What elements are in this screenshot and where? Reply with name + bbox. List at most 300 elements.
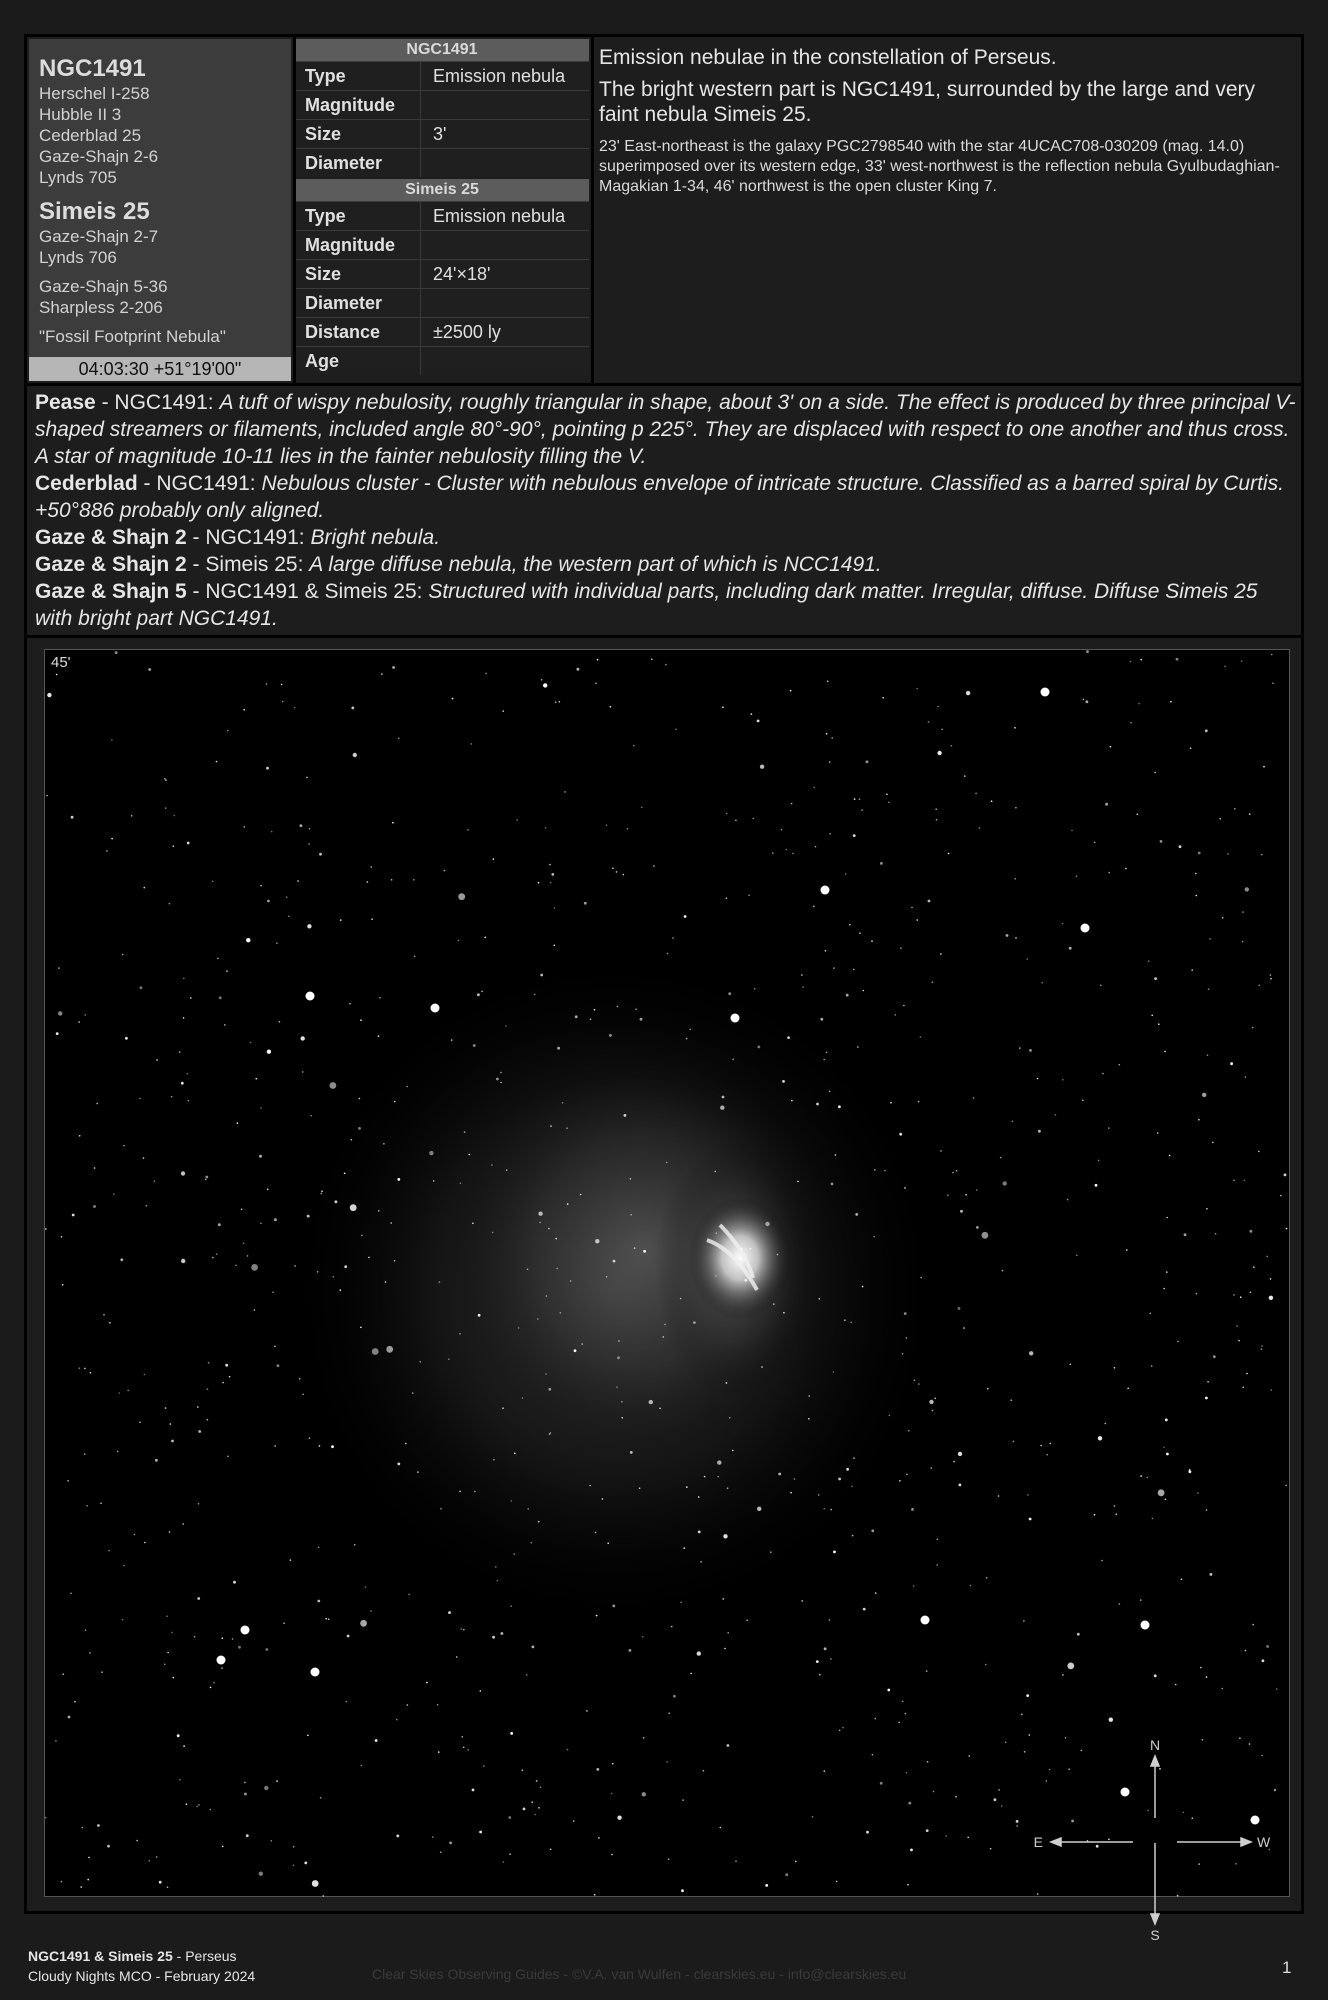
star <box>751 713 753 715</box>
star <box>1239 1737 1241 1739</box>
star <box>969 1755 971 1757</box>
star <box>916 919 918 921</box>
bright-star <box>217 1656 226 1665</box>
star <box>58 967 60 969</box>
star <box>290 1559 292 1561</box>
star <box>492 1232 494 1234</box>
star <box>307 1215 310 1218</box>
star <box>952 1172 954 1174</box>
star <box>937 706 939 708</box>
star <box>306 777 308 779</box>
star <box>226 970 228 972</box>
star <box>62 1284 64 1286</box>
star <box>857 1046 859 1048</box>
star <box>833 967 835 969</box>
star <box>1158 1023 1160 1025</box>
star <box>1246 1373 1248 1375</box>
star <box>785 1873 788 1876</box>
star <box>1270 974 1272 976</box>
star <box>117 1451 119 1453</box>
simeis-id: Gaze-Shajn 2-7 <box>39 227 159 246</box>
star <box>1071 830 1073 832</box>
star <box>1227 853 1229 855</box>
star <box>503 1861 505 1863</box>
star <box>621 1401 623 1403</box>
star <box>1202 1093 1206 1097</box>
note: Gaze & Shajn 2 - Simeis 25: A large diffuse nebula, the western part of which is NCC1491. <box>35 553 882 576</box>
star <box>419 1361 421 1363</box>
star <box>1068 1768 1070 1770</box>
star <box>880 1782 883 1785</box>
star <box>516 819 518 821</box>
star <box>550 1125 552 1127</box>
star <box>1011 1399 1013 1401</box>
star <box>351 707 354 710</box>
star <box>928 721 930 723</box>
star <box>1002 1270 1004 1272</box>
star <box>623 874 625 876</box>
star <box>910 1849 913 1852</box>
star <box>845 873 847 875</box>
star <box>274 1445 276 1447</box>
star <box>1250 1230 1253 1233</box>
star <box>1027 1494 1029 1496</box>
bright-star <box>731 1014 740 1023</box>
star <box>862 1286 864 1288</box>
star <box>955 1796 957 1798</box>
identifiers-panel <box>29 39 291 359</box>
star <box>462 1736 464 1738</box>
star <box>173 815 175 817</box>
star <box>67 1480 69 1482</box>
star <box>630 1178 632 1180</box>
star <box>506 1169 508 1171</box>
table-row <box>295 230 589 259</box>
star <box>1190 747 1192 749</box>
star <box>727 1744 730 1747</box>
note: Pease - NGC1491: A tuft of wispy nebulosity, roughly triangular in shape, about 3' on a side. The effect is produced by three principal V-shaped streamers or filaments, included angle 80°-90°, pointing p 225°. They are displaced with respect to one another and thus cross. A star of magnitude 10-11 lies in the fainter nebulosity filling the V. <box>35 391 1296 468</box>
star <box>1150 1313 1152 1315</box>
star <box>1240 1296 1242 1298</box>
star <box>975 793 977 795</box>
star <box>596 1615 598 1617</box>
star <box>510 1732 513 1735</box>
star <box>72 1214 75 1217</box>
star <box>899 1480 901 1482</box>
star <box>483 1765 485 1767</box>
table-row <box>295 201 589 230</box>
star <box>536 1780 538 1782</box>
star <box>1242 1387 1244 1389</box>
star <box>1272 682 1274 684</box>
star <box>534 1814 536 1816</box>
star <box>590 1019 592 1021</box>
star <box>697 1651 701 1655</box>
star <box>361 1235 363 1237</box>
star <box>58 1011 62 1015</box>
star <box>1179 845 1182 848</box>
star <box>612 1605 615 1608</box>
star <box>294 1265 296 1267</box>
star <box>653 865 655 867</box>
star <box>474 1491 476 1493</box>
star <box>700 1561 702 1563</box>
star <box>464 1131 466 1133</box>
star <box>548 1388 551 1391</box>
star <box>1206 1208 1208 1210</box>
star <box>693 1321 696 1324</box>
star <box>884 1170 886 1172</box>
star <box>668 1858 670 1860</box>
note: Gaze & Shajn 2 - NGC1491: Bright nebula. <box>35 526 441 549</box>
bright-star <box>1121 1788 1130 1797</box>
star <box>531 1801 533 1803</box>
star <box>829 833 831 835</box>
star <box>534 994 536 996</box>
star <box>765 1884 768 1887</box>
star <box>264 1786 268 1790</box>
star <box>198 1503 200 1505</box>
star <box>127 1390 129 1392</box>
star <box>451 1039 453 1041</box>
star <box>866 1831 869 1834</box>
star <box>1065 1737 1067 1739</box>
star <box>797 1181 799 1183</box>
star <box>267 900 270 903</box>
star <box>684 1547 686 1549</box>
star <box>472 1789 475 1792</box>
star <box>272 1291 274 1293</box>
star <box>953 1461 955 1463</box>
star <box>744 1279 747 1282</box>
divider <box>293 37 296 383</box>
star <box>413 879 415 881</box>
star <box>932 1410 934 1412</box>
star <box>232 1638 234 1640</box>
star <box>824 1647 827 1650</box>
star <box>186 1803 188 1805</box>
star <box>986 1577 988 1579</box>
star <box>118 1392 120 1394</box>
star <box>1160 840 1163 843</box>
star <box>165 807 167 809</box>
star <box>173 845 175 847</box>
ngc-name: NGC1491 <box>39 55 146 82</box>
star <box>370 1610 372 1612</box>
star <box>1082 1100 1084 1102</box>
star <box>1015 937 1017 939</box>
star <box>1015 878 1017 880</box>
star <box>548 1228 550 1230</box>
star <box>170 1423 172 1425</box>
star <box>746 1620 748 1622</box>
row-key: Diameter <box>295 289 421 317</box>
star <box>666 1162 668 1164</box>
star <box>732 1450 734 1452</box>
star <box>816 1660 819 1663</box>
star <box>502 710 504 712</box>
star <box>617 1816 621 1820</box>
star <box>900 947 902 949</box>
row-key: Distance <box>295 318 421 346</box>
star <box>480 1690 482 1692</box>
star <box>386 1346 393 1353</box>
star <box>715 1171 717 1173</box>
star <box>378 1035 380 1037</box>
star <box>333 1276 335 1278</box>
star <box>830 1509 832 1511</box>
star <box>458 940 460 942</box>
star <box>761 1366 763 1368</box>
star <box>181 1259 185 1263</box>
star <box>477 993 480 996</box>
star <box>87 1879 89 1881</box>
star <box>1177 1341 1179 1343</box>
star <box>827 681 829 683</box>
star <box>164 1664 166 1666</box>
star <box>1219 818 1221 820</box>
star <box>967 1837 969 1839</box>
star <box>594 1894 596 1896</box>
star <box>537 1318 539 1320</box>
star <box>844 1319 846 1321</box>
star <box>510 1605 512 1607</box>
star <box>358 1127 361 1130</box>
star <box>448 1358 450 1360</box>
star <box>846 1468 849 1471</box>
star <box>595 682 597 684</box>
star <box>523 1808 526 1811</box>
star <box>463 1629 465 1631</box>
divider <box>591 37 594 383</box>
star <box>826 733 828 735</box>
star <box>1029 1049 1032 1052</box>
star <box>835 1154 837 1156</box>
star <box>1166 1217 1168 1219</box>
star <box>595 1239 599 1243</box>
star <box>859 798 861 800</box>
note-object: Simeis 25: <box>205 553 304 576</box>
star <box>247 1255 249 1257</box>
star <box>122 954 124 956</box>
star <box>271 1840 273 1842</box>
star <box>836 1881 838 1883</box>
starfield-image <box>45 650 1289 1943</box>
star <box>394 1260 396 1262</box>
star <box>723 1534 727 1538</box>
star <box>1262 1659 1265 1662</box>
star <box>735 820 737 822</box>
star <box>347 1635 350 1638</box>
star <box>911 1508 914 1511</box>
star <box>886 794 888 796</box>
footer-constellation: - Perseus <box>172 1948 237 1964</box>
star <box>1005 1742 1007 1744</box>
star <box>310 1115 312 1117</box>
star <box>1076 1255 1078 1257</box>
star <box>115 651 118 654</box>
star <box>260 1107 262 1109</box>
star <box>554 907 556 909</box>
star <box>244 826 246 828</box>
star <box>960 1210 963 1213</box>
star <box>630 1451 633 1454</box>
star <box>704 1476 706 1478</box>
star <box>1181 1579 1183 1581</box>
star <box>213 1682 215 1684</box>
star <box>1206 1676 1208 1678</box>
star <box>976 1226 979 1229</box>
star <box>317 1271 319 1273</box>
star <box>1026 958 1028 960</box>
star <box>282 701 284 703</box>
star <box>791 1100 793 1102</box>
footer-subtitle: Cloudy Nights MCO - February 2024 <box>28 1968 256 1984</box>
star <box>1138 703 1140 705</box>
star <box>143 1157 145 1159</box>
ngc-id: Hubble II 3 <box>39 105 122 124</box>
star <box>546 1295 548 1297</box>
star <box>1208 988 1210 990</box>
star <box>567 1203 569 1205</box>
star <box>1114 1367 1116 1369</box>
star <box>1037 1893 1039 1895</box>
star <box>448 1611 451 1614</box>
star <box>916 688 918 690</box>
star <box>265 1648 268 1651</box>
star <box>905 1713 907 1715</box>
star <box>1249 813 1251 815</box>
star <box>649 1400 653 1404</box>
star <box>937 751 941 755</box>
star <box>179 1779 181 1781</box>
star <box>940 953 942 955</box>
star <box>748 894 750 896</box>
star <box>726 897 728 899</box>
star <box>880 862 883 865</box>
star <box>198 1430 201 1433</box>
table-row <box>295 317 589 346</box>
ngc-id: Lynds 705 <box>39 168 117 187</box>
footer-credit: Clear Skies Observing Guides - ©V.A. van Wulfen - clearskies.eu - info@clearskies.eu <box>372 1966 907 1982</box>
star <box>589 1485 591 1487</box>
star <box>1170 701 1172 703</box>
star <box>274 1346 276 1348</box>
star <box>790 1492 792 1494</box>
star <box>155 1459 158 1462</box>
star <box>139 1422 141 1424</box>
star <box>208 1362 210 1364</box>
star <box>914 1379 916 1381</box>
star <box>179 1051 181 1053</box>
row-key: Magnitude <box>295 91 421 119</box>
star <box>1212 1142 1214 1144</box>
star <box>698 1496 700 1498</box>
note-object: NGC1491: <box>205 526 305 549</box>
table-row <box>295 259 589 288</box>
star <box>1164 1051 1166 1053</box>
star <box>888 802 890 804</box>
star <box>1003 1181 1007 1185</box>
star <box>407 1704 409 1706</box>
star <box>859 932 861 934</box>
star <box>335 1200 338 1203</box>
star <box>933 1791 935 1793</box>
star <box>109 1322 111 1324</box>
star <box>331 1445 334 1448</box>
star <box>1184 1233 1187 1236</box>
star <box>86 1505 88 1507</box>
star <box>941 729 943 731</box>
star <box>795 1861 797 1863</box>
star <box>1071 1820 1074 1823</box>
star <box>1000 1157 1002 1159</box>
star <box>518 1327 520 1329</box>
star <box>959 1484 962 1487</box>
star <box>1077 1633 1080 1636</box>
star <box>82 1827 84 1829</box>
star <box>873 1236 875 1238</box>
star <box>1183 1812 1185 1814</box>
star <box>966 691 970 695</box>
star <box>1055 1114 1057 1116</box>
star <box>1238 1340 1240 1342</box>
row-value <box>421 231 589 259</box>
star <box>790 690 792 692</box>
star <box>1195 873 1197 875</box>
star <box>1242 911 1244 913</box>
star <box>1102 1073 1104 1075</box>
star <box>207 1388 209 1390</box>
star <box>675 729 677 731</box>
star <box>1235 1863 1237 1865</box>
bright-star <box>1041 688 1050 697</box>
star <box>500 1072 502 1074</box>
star <box>47 693 51 697</box>
star <box>1269 1296 1273 1300</box>
star <box>698 1531 701 1534</box>
star <box>392 822 394 824</box>
star <box>902 1701 904 1703</box>
star <box>1152 1518 1154 1520</box>
note-author: Cederblad <box>35 472 138 495</box>
note-object: NGC1491: <box>156 472 256 495</box>
star <box>1253 1266 1255 1268</box>
star <box>1086 650 1089 653</box>
star <box>198 1804 200 1806</box>
star <box>171 1096 173 1098</box>
star <box>1095 1184 1098 1187</box>
star <box>244 1782 246 1784</box>
star <box>871 940 873 942</box>
compass-s-label: S <box>1150 1927 1160 1943</box>
star <box>575 1015 578 1018</box>
star <box>612 867 614 869</box>
star <box>288 916 290 918</box>
star <box>598 1837 600 1839</box>
star <box>1041 982 1043 984</box>
star <box>375 1739 378 1742</box>
bright-star <box>921 1616 930 1625</box>
star <box>527 1269 529 1271</box>
star <box>926 1829 929 1832</box>
star <box>484 937 486 939</box>
star <box>181 1171 185 1175</box>
star <box>85 1629 87 1631</box>
star <box>90 1372 92 1374</box>
note-object: NGC1491 & Simeis 25: <box>205 580 423 603</box>
star <box>566 1127 568 1129</box>
